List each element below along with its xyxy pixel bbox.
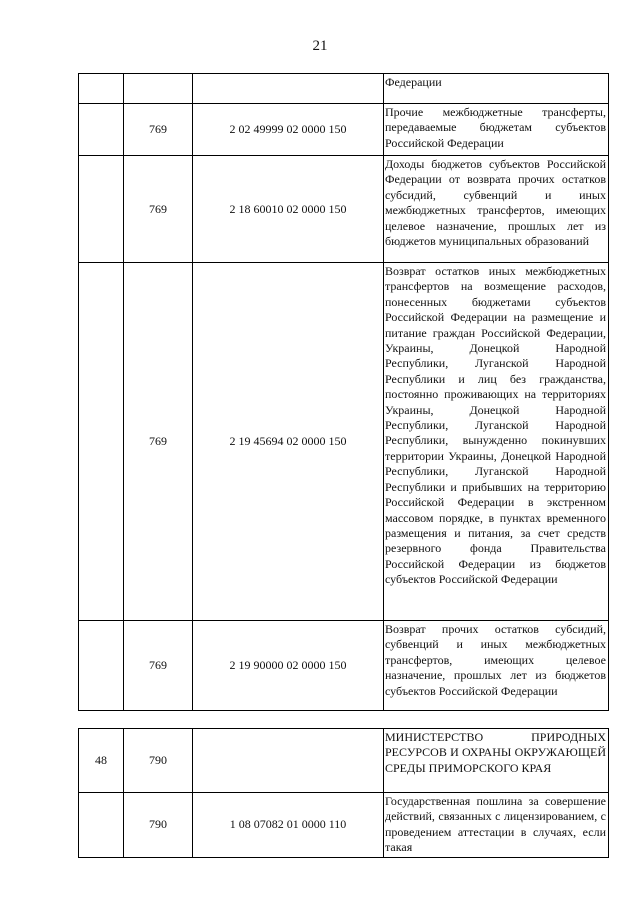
row-number-cell	[79, 104, 124, 156]
page-number: 21	[312, 38, 328, 54]
kbk-code-cell: 1 08 07082 01 0000 110	[193, 793, 384, 858]
revenue-name-cell	[384, 74, 609, 104]
table-row	[79, 156, 609, 263]
revenue-name-cell	[384, 263, 609, 621]
table-row	[79, 104, 609, 156]
ministry-name-text: МИНИСТЕРСТВО ПРИРОДНЫХ РЕСУРСОВ И ОХРАНЫ ОКРУЖАЮЩЕЙ СРЕДЫ ПРИМОРСКОГО КРАЯ	[385, 730, 606, 775]
admin-code-cell: 769	[124, 263, 193, 621]
row-number-cell	[79, 621, 124, 711]
revenue-name-text: Государственная пошлина за совершение действий, связанных с лицензированием, с проведением аттестации в случаях, если такая	[385, 794, 606, 855]
row-number-cell	[79, 793, 124, 858]
kbk-code-cell: 2 19 45694 02 0000 150	[193, 263, 384, 621]
admin-code-cell: 790	[124, 793, 193, 858]
row-number-cell: 48	[79, 729, 124, 793]
row-number-cell	[79, 156, 124, 263]
kbk-code-cell	[193, 729, 384, 793]
table-row	[79, 729, 609, 793]
admin-code-cell	[124, 74, 193, 104]
revenue-name-cell	[384, 104, 609, 156]
kbk-code-cell	[193, 74, 384, 104]
table-row	[79, 621, 609, 711]
revenue-name-cell	[384, 156, 609, 263]
admin-code-cell: 769	[124, 621, 193, 711]
admin-code-cell: 769	[124, 104, 193, 156]
revenue-name-text: Федерации	[385, 75, 442, 89]
row-number-cell	[79, 74, 124, 104]
ministry-name-cell	[384, 729, 609, 793]
ministry-table	[78, 728, 609, 858]
revenue-name-cell	[384, 793, 609, 858]
kbk-code-cell: 2 18 60010 02 0000 150	[193, 156, 384, 263]
table-row	[79, 74, 609, 104]
kbk-code-cell: 2 19 90000 02 0000 150	[193, 621, 384, 711]
revenue-name-text: Прочие межбюджетные трансферты, передаваемые бюджетам субъектов Российской Федерации	[385, 105, 606, 150]
revenue-name-cell	[384, 621, 609, 711]
row-number-cell	[79, 263, 124, 621]
revenue-table-continued	[78, 73, 609, 711]
admin-code-cell: 790	[124, 729, 193, 793]
revenue-name-text: Возврат прочих остатков субсидий, субвенций и иных межбюджетных трансфертов, имеющих целевое назначение, прошлых лет из бюджетов субъектов Российской Федерации	[385, 622, 606, 698]
revenue-name-text: Возврат остатков иных межбюджетных трансфертов на возмещение расходов, понесенных бюджетами субъектов Российской Федерации на размещение и питание граждан Российской Федерации, Украины, Донецкой Народной Республики, Луганской Народной Республики и лиц без гражданства, постоянно проживающих на территориях Украины, Донецкой Народной Республики, Луганской Народной Республики, вынужденно покинувших территории Украины, Донецкой Народной Республики, Луганской Народной Республики и прибывших на территорию Российской Федерации в экстренном массовом порядке, в пунктах временного размещения и питания, за счет средств резервного фонда Правительства Российской Федерации из бюджетов субъектов Российской Федерации	[385, 264, 606, 587]
admin-code-cell: 769	[124, 156, 193, 263]
table-row	[79, 263, 609, 621]
kbk-code-cell: 2 02 49999 02 0000 150	[193, 104, 384, 156]
revenue-name-text: Доходы бюджетов субъектов Российской Федерации от возврата прочих остатков субсидий, субвенций и иных межбюджетных трансфертов, имеющих целевое назначение, прошлых лет из бюджетов муниципальных образований	[385, 157, 606, 249]
table-row	[79, 793, 609, 858]
